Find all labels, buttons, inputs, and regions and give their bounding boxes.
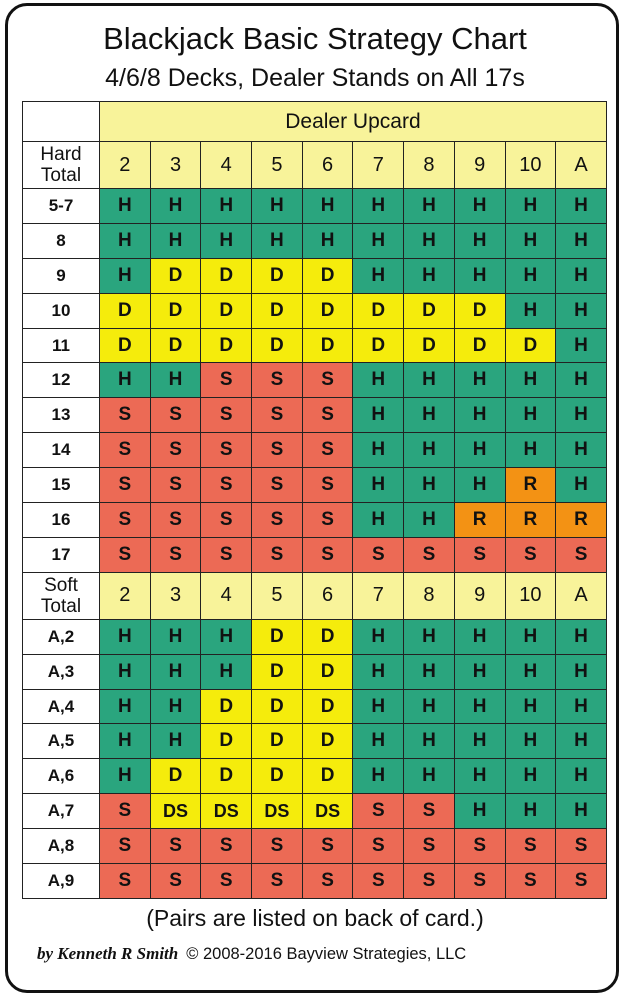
soft-action-cell: H bbox=[404, 620, 455, 655]
hard-action-cell: S bbox=[252, 433, 303, 468]
soft-action-cell: S bbox=[404, 829, 455, 864]
soft-action-cell: D bbox=[252, 724, 303, 759]
soft-upcard-2: 2 bbox=[100, 573, 151, 620]
hard-action-cell: H bbox=[404, 398, 455, 433]
hard-action-cell: H bbox=[556, 433, 607, 468]
hard-action-cell: H bbox=[506, 433, 557, 468]
soft-action-cell: H bbox=[556, 620, 607, 655]
soft-action-cell: DS bbox=[252, 794, 303, 829]
hard-action-cell: D bbox=[303, 329, 354, 364]
hard-action-cell: S bbox=[151, 503, 202, 538]
soft-upcard-8: 8 bbox=[404, 573, 455, 620]
soft-action-cell: H bbox=[151, 724, 202, 759]
soft-action-cell: H bbox=[100, 655, 151, 690]
soft-upcard-5: 5 bbox=[252, 573, 303, 620]
soft-upcard-6: 6 bbox=[303, 573, 354, 620]
soft-action-cell: H bbox=[506, 759, 557, 794]
hard-action-cell: H bbox=[404, 189, 455, 224]
hard-upcard-10: 10 bbox=[506, 142, 557, 189]
soft-action-cell: D bbox=[151, 759, 202, 794]
hard-action-cell: H bbox=[100, 189, 151, 224]
soft-row-label: A,9 bbox=[23, 864, 100, 899]
strategy-grid bbox=[22, 101, 607, 899]
hard-action-cell: H bbox=[455, 259, 506, 294]
soft-header-line2: Total bbox=[40, 595, 82, 617]
soft-action-cell: S bbox=[201, 829, 252, 864]
hard-action-cell: H bbox=[556, 329, 607, 364]
hard-action-cell: H bbox=[151, 363, 202, 398]
hard-action-cell: S bbox=[303, 433, 354, 468]
soft-upcard-3: 3 bbox=[151, 573, 202, 620]
hard-action-cell: S bbox=[151, 538, 202, 573]
soft-action-cell: H bbox=[506, 620, 557, 655]
hard-action-cell: S bbox=[556, 538, 607, 573]
hard-action-cell: R bbox=[556, 503, 607, 538]
hard-upcard-3: 3 bbox=[151, 142, 202, 189]
soft-action-cell: S bbox=[201, 864, 252, 899]
hard-action-cell: H bbox=[100, 363, 151, 398]
soft-action-cell: H bbox=[100, 759, 151, 794]
hard-row-label: 8 bbox=[23, 224, 100, 259]
soft-action-cell: H bbox=[100, 620, 151, 655]
hard-action-cell: S bbox=[201, 503, 252, 538]
soft-action-cell: D bbox=[252, 655, 303, 690]
hard-row-label: 9 bbox=[23, 259, 100, 294]
soft-row-label: A,4 bbox=[23, 690, 100, 725]
hard-action-cell: S bbox=[252, 363, 303, 398]
soft-action-cell: D bbox=[303, 655, 354, 690]
hard-action-cell: H bbox=[556, 398, 607, 433]
soft-action-cell: H bbox=[353, 620, 404, 655]
soft-action-cell: H bbox=[201, 655, 252, 690]
soft-action-cell: S bbox=[303, 829, 354, 864]
hard-action-cell: S bbox=[353, 538, 404, 573]
hard-action-cell: R bbox=[455, 503, 506, 538]
soft-upcard-A: A bbox=[556, 573, 607, 620]
hard-action-cell: H bbox=[353, 503, 404, 538]
hard-action-cell: S bbox=[151, 433, 202, 468]
soft-action-cell: D bbox=[201, 724, 252, 759]
soft-action-cell: H bbox=[506, 655, 557, 690]
soft-row-label: A,5 bbox=[23, 724, 100, 759]
soft-action-cell: DS bbox=[303, 794, 354, 829]
soft-action-cell: S bbox=[252, 829, 303, 864]
hard-action-cell: H bbox=[201, 189, 252, 224]
soft-action-cell: H bbox=[455, 759, 506, 794]
hard-action-cell: S bbox=[201, 398, 252, 433]
soft-action-cell: S bbox=[455, 829, 506, 864]
soft-action-cell: S bbox=[556, 829, 607, 864]
soft-action-cell: D bbox=[303, 759, 354, 794]
soft-action-cell: H bbox=[100, 690, 151, 725]
hard-action-cell: H bbox=[353, 433, 404, 468]
hard-action-cell: H bbox=[252, 189, 303, 224]
hard-action-cell: D bbox=[100, 294, 151, 329]
hard-action-cell: D bbox=[404, 294, 455, 329]
hard-action-cell: S bbox=[252, 468, 303, 503]
hard-action-cell: H bbox=[151, 189, 202, 224]
soft-action-cell: S bbox=[404, 864, 455, 899]
soft-action-cell: H bbox=[404, 724, 455, 759]
hard-row-label: 5-7 bbox=[23, 189, 100, 224]
hard-action-cell: H bbox=[404, 259, 455, 294]
hard-action-cell: H bbox=[151, 224, 202, 259]
hard-action-cell: S bbox=[151, 468, 202, 503]
soft-action-cell: D bbox=[303, 690, 354, 725]
hard-action-cell: H bbox=[556, 189, 607, 224]
hard-action-cell: H bbox=[556, 224, 607, 259]
dealer-upcard-header: Dealer Upcard bbox=[100, 102, 607, 142]
soft-header-line1: Soft bbox=[44, 574, 78, 596]
hard-action-cell: S bbox=[303, 398, 354, 433]
soft-action-cell: H bbox=[151, 655, 202, 690]
chart-title: Blackjack Basic Strategy Chart bbox=[103, 21, 527, 56]
soft-row-label: A,3 bbox=[23, 655, 100, 690]
hard-action-cell: S bbox=[303, 468, 354, 503]
soft-action-cell: H bbox=[556, 759, 607, 794]
soft-action-cell: S bbox=[151, 864, 202, 899]
soft-action-cell: H bbox=[353, 759, 404, 794]
hard-action-cell: H bbox=[303, 189, 354, 224]
soft-action-cell: S bbox=[506, 864, 557, 899]
hard-row-label: 16 bbox=[23, 503, 100, 538]
hard-action-cell: H bbox=[506, 189, 557, 224]
hard-action-cell: H bbox=[455, 189, 506, 224]
hard-action-cell: H bbox=[455, 224, 506, 259]
hard-upcard-5: 5 bbox=[252, 142, 303, 189]
soft-action-cell: S bbox=[100, 829, 151, 864]
hard-action-cell: D bbox=[506, 329, 557, 364]
hard-action-cell: H bbox=[455, 363, 506, 398]
soft-action-cell: D bbox=[303, 620, 354, 655]
hard-action-cell: H bbox=[303, 224, 354, 259]
footer-note: (Pairs are listed on back of card.) bbox=[146, 905, 484, 931]
hard-action-cell: H bbox=[353, 363, 404, 398]
soft-action-cell: S bbox=[506, 829, 557, 864]
soft-action-cell: H bbox=[506, 690, 557, 725]
hard-action-cell: H bbox=[252, 224, 303, 259]
soft-upcard-4: 4 bbox=[201, 573, 252, 620]
hard-action-cell: H bbox=[455, 468, 506, 503]
hard-action-cell: D bbox=[353, 294, 404, 329]
hard-upcard-2: 2 bbox=[100, 142, 151, 189]
credit-line bbox=[37, 944, 597, 964]
hard-header-line2: Total bbox=[40, 165, 82, 186]
hard-action-cell: S bbox=[201, 538, 252, 573]
hard-action-cell: S bbox=[201, 468, 252, 503]
soft-action-cell: H bbox=[556, 655, 607, 690]
soft-action-cell: H bbox=[353, 655, 404, 690]
hard-action-cell: S bbox=[100, 503, 151, 538]
soft-action-cell: S bbox=[100, 864, 151, 899]
soft-action-cell: H bbox=[556, 690, 607, 725]
soft-action-cell: H bbox=[455, 794, 506, 829]
corner-cell bbox=[23, 102, 100, 142]
soft-action-cell: H bbox=[455, 724, 506, 759]
hard-action-cell: D bbox=[455, 329, 506, 364]
hard-row-label: 11 bbox=[23, 329, 100, 364]
hard-action-cell: D bbox=[404, 329, 455, 364]
soft-action-cell: H bbox=[455, 690, 506, 725]
hard-upcard-6: 6 bbox=[303, 142, 354, 189]
soft-row-label: A,6 bbox=[23, 759, 100, 794]
hard-action-cell: H bbox=[455, 398, 506, 433]
hard-action-cell: S bbox=[303, 503, 354, 538]
hard-action-cell: R bbox=[506, 468, 557, 503]
hard-action-cell: S bbox=[455, 538, 506, 573]
hard-action-cell: H bbox=[556, 363, 607, 398]
soft-upcard-9: 9 bbox=[455, 573, 506, 620]
soft-action-cell: H bbox=[201, 620, 252, 655]
hard-action-cell: S bbox=[404, 538, 455, 573]
soft-action-cell: H bbox=[556, 794, 607, 829]
soft-action-cell: S bbox=[303, 864, 354, 899]
hard-action-cell: H bbox=[556, 259, 607, 294]
soft-action-cell: S bbox=[353, 864, 404, 899]
soft-action-cell: D bbox=[201, 690, 252, 725]
soft-action-cell: S bbox=[455, 864, 506, 899]
hard-header-line1: Hard bbox=[40, 144, 82, 165]
hard-action-cell: S bbox=[100, 538, 151, 573]
soft-action-cell: H bbox=[404, 690, 455, 725]
hard-action-cell: S bbox=[506, 538, 557, 573]
hard-action-cell: D bbox=[303, 259, 354, 294]
hard-upcard-4: 4 bbox=[201, 142, 252, 189]
hard-action-cell: D bbox=[201, 294, 252, 329]
hard-total-header bbox=[23, 142, 100, 189]
soft-action-cell: S bbox=[100, 794, 151, 829]
hard-action-cell: S bbox=[252, 398, 303, 433]
hard-action-cell: H bbox=[506, 224, 557, 259]
hard-action-cell: H bbox=[353, 468, 404, 503]
soft-total-header bbox=[23, 573, 100, 620]
soft-action-cell: S bbox=[556, 864, 607, 899]
soft-action-cell: D bbox=[303, 724, 354, 759]
soft-action-cell: D bbox=[201, 759, 252, 794]
hard-action-cell: H bbox=[506, 398, 557, 433]
soft-action-cell: S bbox=[353, 794, 404, 829]
hard-action-cell: H bbox=[353, 398, 404, 433]
soft-action-cell: H bbox=[151, 690, 202, 725]
hard-action-cell: H bbox=[556, 468, 607, 503]
hard-row-label: 13 bbox=[23, 398, 100, 433]
hard-action-cell: S bbox=[303, 363, 354, 398]
hard-action-cell: D bbox=[455, 294, 506, 329]
hard-action-cell: D bbox=[252, 294, 303, 329]
soft-row-label: A,2 bbox=[23, 620, 100, 655]
hard-action-cell: H bbox=[404, 363, 455, 398]
hard-action-cell: D bbox=[201, 259, 252, 294]
hard-action-cell: H bbox=[404, 224, 455, 259]
hard-action-cell: D bbox=[252, 329, 303, 364]
hard-action-cell: H bbox=[100, 224, 151, 259]
soft-row-label: A,8 bbox=[23, 829, 100, 864]
hard-action-cell: S bbox=[201, 433, 252, 468]
hard-action-cell: D bbox=[151, 294, 202, 329]
soft-action-cell: H bbox=[353, 690, 404, 725]
hard-action-cell: D bbox=[252, 259, 303, 294]
hard-upcard-A: A bbox=[556, 142, 607, 189]
soft-action-cell: H bbox=[455, 620, 506, 655]
hard-row-label: 15 bbox=[23, 468, 100, 503]
hard-action-cell: H bbox=[506, 294, 557, 329]
author: by Kenneth R Smith bbox=[37, 944, 179, 963]
hard-action-cell: S bbox=[252, 503, 303, 538]
hard-action-cell: D bbox=[100, 329, 151, 364]
chart-subtitle: 4/6/8 Decks, Dealer Stands on All 17s bbox=[105, 64, 525, 92]
soft-upcard-7: 7 bbox=[353, 573, 404, 620]
hard-action-cell: D bbox=[151, 329, 202, 364]
hard-action-cell: S bbox=[252, 538, 303, 573]
hard-upcard-8: 8 bbox=[404, 142, 455, 189]
hard-row-label: 12 bbox=[23, 363, 100, 398]
hard-action-cell: H bbox=[404, 468, 455, 503]
hard-row-label: 17 bbox=[23, 538, 100, 573]
hard-action-cell: R bbox=[506, 503, 557, 538]
soft-action-cell: H bbox=[151, 620, 202, 655]
soft-row-label: A,7 bbox=[23, 794, 100, 829]
hard-action-cell: H bbox=[455, 433, 506, 468]
soft-action-cell: H bbox=[506, 794, 557, 829]
hard-action-cell: H bbox=[353, 259, 404, 294]
soft-upcard-10: 10 bbox=[506, 573, 557, 620]
hard-action-cell: S bbox=[100, 433, 151, 468]
hard-action-cell: S bbox=[100, 468, 151, 503]
soft-action-cell: S bbox=[404, 794, 455, 829]
soft-action-cell: H bbox=[455, 655, 506, 690]
soft-action-cell: H bbox=[506, 724, 557, 759]
hard-action-cell: S bbox=[201, 363, 252, 398]
hard-action-cell: H bbox=[506, 259, 557, 294]
hard-action-cell: H bbox=[100, 259, 151, 294]
hard-action-cell: D bbox=[303, 294, 354, 329]
hard-row-label: 10 bbox=[23, 294, 100, 329]
soft-action-cell: DS bbox=[151, 794, 202, 829]
soft-action-cell: H bbox=[404, 655, 455, 690]
hard-action-cell: H bbox=[556, 294, 607, 329]
soft-action-cell: H bbox=[353, 724, 404, 759]
hard-upcard-7: 7 bbox=[353, 142, 404, 189]
hard-action-cell: S bbox=[151, 398, 202, 433]
hard-action-cell: D bbox=[151, 259, 202, 294]
soft-action-cell: D bbox=[252, 759, 303, 794]
hard-action-cell: D bbox=[201, 329, 252, 364]
hard-action-cell: D bbox=[353, 329, 404, 364]
soft-action-cell: D bbox=[252, 690, 303, 725]
hard-upcard-9: 9 bbox=[455, 142, 506, 189]
hard-action-cell: H bbox=[353, 224, 404, 259]
soft-action-cell: S bbox=[151, 829, 202, 864]
hard-action-cell: H bbox=[353, 189, 404, 224]
soft-action-cell: DS bbox=[201, 794, 252, 829]
soft-action-cell: H bbox=[100, 724, 151, 759]
hard-row-label: 14 bbox=[23, 433, 100, 468]
hard-action-cell: H bbox=[404, 503, 455, 538]
hard-action-cell: S bbox=[303, 538, 354, 573]
soft-action-cell: D bbox=[252, 620, 303, 655]
soft-action-cell: S bbox=[252, 864, 303, 899]
hard-action-cell: H bbox=[404, 433, 455, 468]
soft-action-cell: H bbox=[404, 759, 455, 794]
copyright: © 2008-2016 Bayview Strategies, LLC bbox=[186, 945, 467, 963]
hard-action-cell: H bbox=[201, 224, 252, 259]
soft-action-cell: S bbox=[353, 829, 404, 864]
hard-action-cell: S bbox=[100, 398, 151, 433]
hard-action-cell: H bbox=[506, 363, 557, 398]
soft-action-cell: H bbox=[556, 724, 607, 759]
